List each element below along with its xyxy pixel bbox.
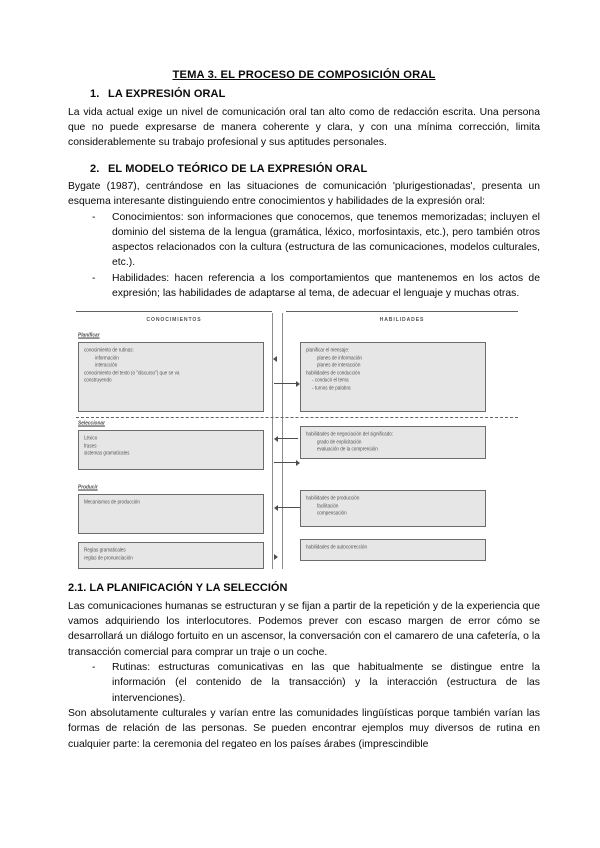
diagram-line: planes de interacción (317, 362, 361, 368)
list-item (68, 210, 540, 271)
section-1-paragraph: La vida actual exige un nivel de comunicación oral tan alto como de redacción escrita. Una persona que no puede expresarse de manera coherente y clara, y con una mínima corrección, limita considerablemente su trabajo profesional y sus aptitudes personales. (68, 106, 540, 149)
diagram-line: grado de explicitación (317, 438, 362, 445)
subsection-bullet-list (68, 660, 540, 706)
bygate-model-diagram (68, 311, 540, 571)
diagram-column-habilidades (286, 311, 518, 327)
diagram-line: - conducir el tema (312, 377, 349, 383)
diagram-arrow-to-right (274, 554, 278, 560)
diagram-line: frases (84, 442, 97, 449)
diagram-box-negociacion-significado (300, 426, 486, 459)
diagram-column-conocimientos (76, 311, 272, 327)
diagram-line: información (95, 354, 119, 361)
diagram-line: Mecanismos de producción (84, 499, 140, 505)
bullet-marker: - (92, 272, 96, 284)
diagram-stage-seleccionar: Seleccionar (78, 421, 105, 427)
diagram-box-conocimiento-rutinas (78, 342, 264, 412)
section-title-1: LA EXPRESIÓN ORAL (108, 88, 226, 101)
section-heading-2 (68, 161, 540, 178)
diagram-line: compensación (317, 510, 347, 516)
diagram-box-mecanismos-produccion (78, 494, 264, 534)
diagram-line: - turnos de palabra (312, 384, 351, 391)
subsection-closing-paragraph: Son absolutamente culturales y varían entre las comunidades lingüísticas porque también varían las formas de relación de las personas. Se pueden encontrar ejemplos muy diversos de rutina en cualquier parte: la ceremonia del regateo en los países árabes (imprescindible (68, 707, 540, 750)
list-item (68, 271, 540, 302)
diagram-line: planes de información (317, 354, 362, 361)
diagram-line: conocimiento del texto (o "discurso") que se va (84, 369, 180, 376)
diagram-box-reglas (78, 542, 264, 569)
spacer-1 (68, 152, 540, 161)
section-2-bullet-list (68, 210, 540, 302)
diagram-arrow-to-right (274, 383, 296, 384)
diagram-line: interacción (95, 362, 118, 368)
section-number-1: 1. (90, 88, 100, 101)
bullet-text: Habilidades: hacen referencia a los comportamientos que mantenemos en los actos de expresión; las habilidades de adaptarse al tema, de adecuar el lenguaje y muchas otras. (112, 272, 540, 300)
diagram-line: construyendo (84, 377, 112, 383)
section-title-2: EL MODELO TEÓRICO DE LA EXPRESIÓN ORAL (108, 162, 368, 175)
subsection-heading: 2.1. LA PLANIFICACIÓN Y LA SELECCIÓN (68, 582, 288, 595)
diagram-line: sistemas gramaticales (84, 450, 130, 456)
diagram-box-autocorreccion (300, 539, 486, 561)
section-2-paragraph: Bygate (1987), centrándose en las situaciones de comunicación 'plurigestionadas', presenta un esquema interesante distinguiendo entre conocimientos y habilidades de la expresión oral: (68, 181, 540, 208)
diagram-header-conocimientos: CONOCIMIENTOS (146, 317, 202, 324)
diagram-line: Reglas gramaticales (84, 547, 126, 553)
diagram-line: habilidades de conducción (306, 369, 361, 376)
diagram-line: facilitación (317, 502, 339, 509)
subsection-paragraph: Las comunicaciones humanas se estructuran y se fijan a partir de la repetición y de la experiencia que vamos adquiriendo los interlocutores. Podemos prever con escaso margen de error cómo se desarrollará un diálogo fortuito en un ascensor, la conversación con el camarero de una cafetería, o la transacción comercial para comprar un traje o un coche. (68, 600, 540, 658)
diagram-stage-planificar: Planificar (78, 333, 100, 339)
diagram-line: evaluación de la comprensión (317, 446, 378, 452)
bullet-text: Conocimientos: son informaciones que conocemos, que tenemos memorizadas; incluyen el dominio del sistema de la lengua (gramática, léxico, morfosintaxis, etc.), pero también otros aspectos relacionados con la cultura (estructura de las comunicaciones, modelos culturales, etc.). (112, 211, 540, 269)
diagram-arrow-to-left (278, 438, 298, 439)
diagram-separator-1 (76, 417, 518, 418)
diagram-box-lexico (78, 430, 264, 470)
diagram-divider-left (272, 313, 273, 569)
diagram-arrow-to-left (273, 356, 277, 362)
section-number-2: 2. (90, 162, 100, 175)
list-item (68, 660, 540, 706)
diagram-box-planificar-mensaje (300, 342, 486, 412)
bullet-text: Rutinas: estructuras comunicativas en las que habitualmente se distingue entre la información (el contenido de la transacción) y la interacción (estructura de las intervenciones). (112, 662, 540, 704)
diagram-arrow-to-left (278, 507, 300, 508)
diagram-header-habilidades: HABILIDADES (379, 317, 425, 324)
diagram-line: habilidades de autocorrección (306, 544, 368, 550)
diagram-line: Léxico (84, 435, 98, 441)
bullet-marker: - (92, 211, 96, 223)
diagram-arrow-to-right (274, 462, 296, 463)
diagram-line: habilidades de producción (306, 495, 360, 501)
diagram-line: conocimiento de rutinas: (84, 347, 134, 353)
bullet-marker: - (92, 662, 96, 674)
diagram-line: reglas de pronunciación (84, 554, 133, 561)
diagram-box-habilidades-produccion (300, 490, 486, 527)
section-heading-1 (68, 86, 540, 103)
diagram-line: habilidades de negociación del significado: (306, 431, 394, 437)
diagram-divider-right (282, 313, 283, 569)
diagram-line: planificar el mensaje: (306, 347, 350, 353)
diagram-stage-producir: Producir (78, 485, 98, 491)
page-title: TEMA 3. EL PROCESO DE COMPOSICIÓN ORAL (172, 69, 436, 81)
